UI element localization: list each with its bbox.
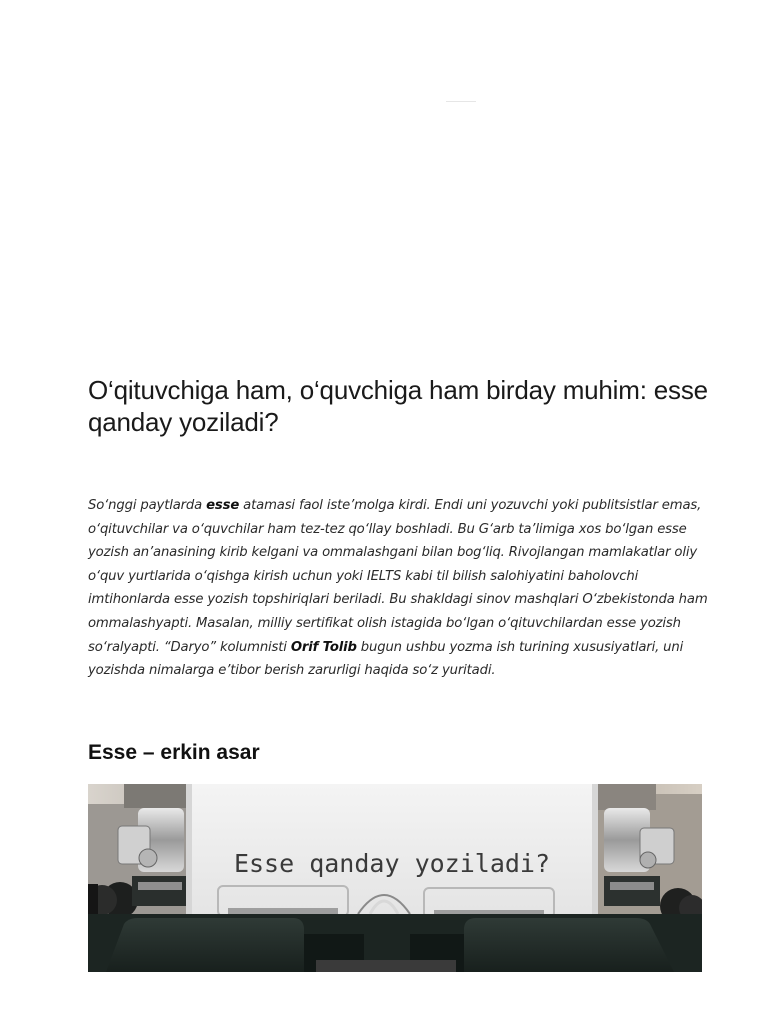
lead-author-name: Orif Tolib (290, 639, 357, 655)
section-heading: Esse – erkin asar (88, 741, 260, 764)
lead-term-esse: esse (206, 498, 240, 513)
lead-text-2: atamasi faol iste’molga kirdi. Endi uni yozuvchi yoki publitsistlar emas, o‘qituvchilar va o‘quvchilar ham tez-tez qo‘llay boshladi. Bu G‘arb ta’limiga xos bo‘lgan esse yozish an’anasining kirib kelgani va ommalashgani bilan bog‘liq. Rivojlangan mamlakatlar oliy o‘quv yurtlarida o‘qishga kirish uchun yoki IELTS kabi til bilish salohiyatini baholovchi imtihonlarda esse yozish topshiriqlari beriladi. Bu shakldagi sinov mashqlari O‘zbekistonda ham ommalashyapti. Masalan, milliy sertifikat olish istagida bo‘lgan o‘qituvchilardan esse yozish so‘ralyapti. “Daryo” kolumnisti (88, 498, 708, 655)
article-lead (88, 494, 708, 683)
top-divider (446, 101, 476, 102)
lead-text-1: So‘nggi paytlarda (88, 498, 207, 513)
paper-typed-text: Esse qanday yoziladi? (233, 849, 551, 878)
typewriter-image (88, 784, 702, 972)
article-title: O‘qituvchiga ham, o‘quvchiga ham birday muhim: esse qanday yoziladi? (88, 375, 708, 437)
lead-text-3: bugun ushbu yozma ish turining xususiyatlari, uni yozishda nimalarga e’tibor berish zarurligi haqida so‘z yuritadi. (88, 639, 684, 679)
